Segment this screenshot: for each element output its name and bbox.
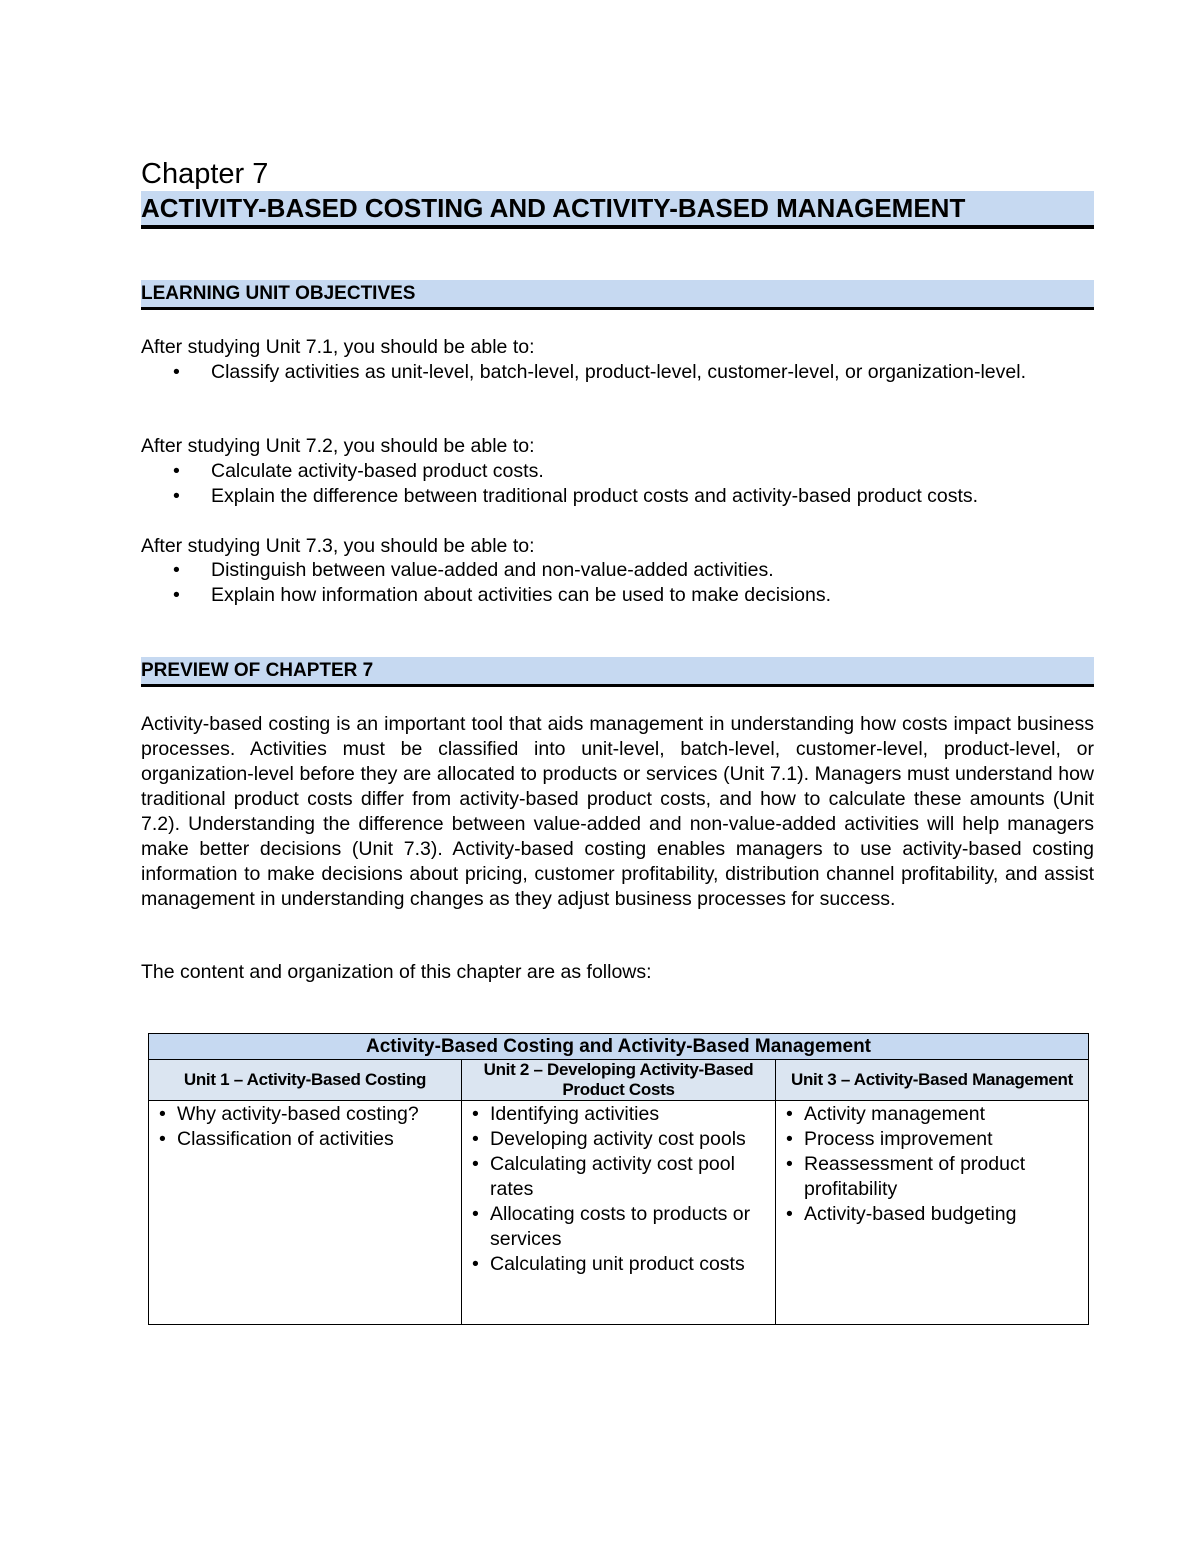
unit-7-1-objectives [141,360,1081,385]
table-title: Activity-Based Costing and Activity-Based Management [149,1034,1089,1060]
list-item: • Allocating costs to products or services [462,1202,775,1252]
list-item: • Activity management [776,1102,1088,1127]
organization-line: The content and organization of this chapter are as follows: [141,961,652,983]
list-item: • Process improvement [776,1127,1088,1152]
list-item: • Classify activities as unit-level, batch-level, product-level, customer-level, or organization-level. [141,360,1081,385]
list-item: • Calculating unit product costs [462,1252,775,1277]
unit-3-heading: Unit 3 – Activity-Based Management [776,1060,1089,1101]
objectives-heading: LEARNING UNIT OBJECTIVES [141,280,1094,310]
unit-7-2-intro: After studying Unit 7.2, you should be able to: [141,435,535,457]
unit-2-heading: Unit 2 – Developing Activity-Based Product Costs [462,1060,776,1101]
list-item: • Explain the difference between traditional product costs and activity-based product costs. [141,484,1081,509]
unit-3-topics [776,1101,1089,1325]
list-item: • Calculate activity-based product costs. [141,459,1081,484]
list-item: • Identifying activities [462,1102,775,1127]
list-item: • Why activity-based costing? [149,1102,461,1127]
chapter-title: ACTIVITY-BASED COSTING AND ACTIVITY-BASED MANAGEMENT [141,191,1094,229]
unit-2-topics [462,1101,776,1325]
unit-7-3-intro: After studying Unit 7.3, you should be able to: [141,535,535,557]
list-item: • Reassessment of product profitability [776,1152,1088,1202]
chapter-number: Chapter 7 [141,158,269,190]
list-item: • Classification of activities [149,1127,461,1152]
list-item: • Developing activity cost pools [462,1127,775,1152]
list-item: • Calculating activity cost pool rates [462,1152,775,1202]
unit-1-topics [149,1101,462,1325]
preview-paragraph: Activity-based costing is an important tool that aids management in understanding how costs impact business processes. Activities must be classified into unit-level, batch-level, customer-level, product-level, or organization-level before they are allocated to products or services (Unit 7.1). Managers must understand how traditional product costs differ from activity-based product costs, and how to calculate these amounts (Unit 7.2). Understanding the difference between value-added and non-value-added activities will help managers make better decisions (Unit 7.3). Activity-based costing enables managers to use activity-based costing information to make decisions about pricing, customer profitability, distribution channel profitability, and assist management in understanding changes as they adjust business processes for success. [141,713,1094,910]
list-item: • Activity-based budgeting [776,1202,1088,1227]
unit-7-2-objectives [141,459,1081,509]
unit-7-1-intro: After studying Unit 7.1, you should be able to: [141,336,535,358]
preview-heading: PREVIEW OF CHAPTER 7 [141,657,1094,687]
list-item: • Distinguish between value-added and non-value-added activities. [141,558,1081,583]
list-item: • Explain how information about activities can be used to make decisions. [141,583,1081,608]
unit-7-3-objectives [141,558,1081,608]
chapter-organization-table [148,1033,1089,1325]
unit-1-heading: Unit 1 – Activity-Based Costing [149,1060,462,1101]
